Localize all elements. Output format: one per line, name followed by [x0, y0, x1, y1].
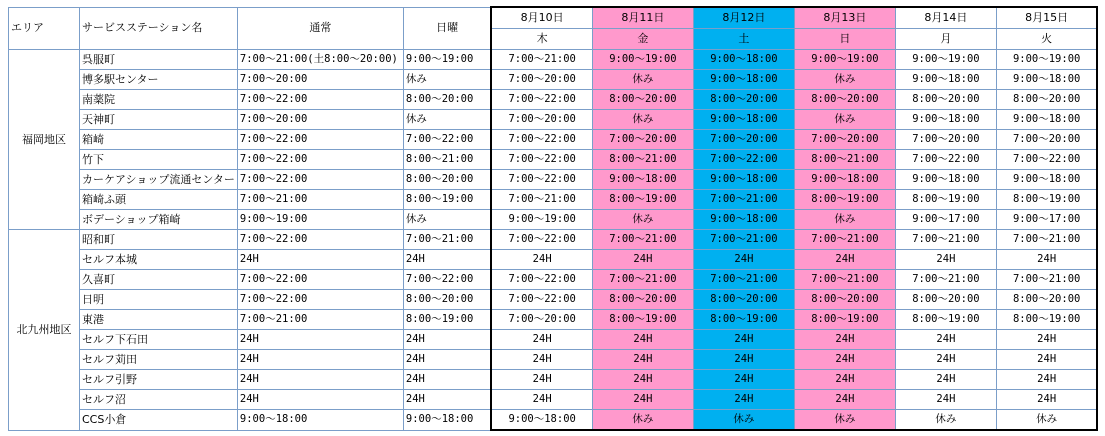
day-hours: 8:00～19:00	[592, 310, 693, 330]
day-hours: 24H	[996, 390, 1097, 410]
day-hours: 7:00～22:00	[996, 150, 1097, 170]
day-hours: 休み	[592, 110, 693, 130]
day-hours: 24H	[491, 250, 592, 270]
header-sunday: 日曜	[403, 7, 491, 50]
station-name: セルフ沼	[80, 390, 238, 410]
day-hours: 24H	[895, 370, 996, 390]
day-hours: 24H	[592, 250, 693, 270]
day-hours: 9:00～19:00	[895, 50, 996, 70]
day-hours: 7:00～20:00	[491, 70, 592, 90]
day-hours: 24H	[794, 370, 895, 390]
day-hours: 8:00～19:00	[794, 190, 895, 210]
day-hours: 7:00～21:00	[895, 230, 996, 250]
day-hours: 9:00～18:00	[693, 50, 794, 70]
day-hours: 休み	[592, 210, 693, 230]
normal-hours: 7:00～22:00	[237, 270, 403, 290]
day-hours: 24H	[491, 350, 592, 370]
day-hours: 休み	[592, 70, 693, 90]
table-row	[9, 150, 1098, 170]
area-name: 北九州地区	[9, 230, 80, 431]
day-hours: 9:00～18:00	[895, 170, 996, 190]
day-hours: 9:00～18:00	[895, 70, 996, 90]
table-row	[9, 250, 1098, 270]
header-date: 8月10日	[491, 7, 592, 29]
table-row	[9, 410, 1098, 431]
normal-hours: 7:00～22:00	[237, 150, 403, 170]
table-row	[9, 330, 1098, 350]
day-hours: 24H	[996, 330, 1097, 350]
day-hours: 7:00～22:00	[693, 150, 794, 170]
day-hours: 8:00～20:00	[693, 290, 794, 310]
day-hours: 24H	[491, 390, 592, 410]
sunday-hours: 24H	[403, 350, 491, 370]
sunday-hours: 7:00～21:00	[403, 230, 491, 250]
station-name: 日明	[80, 290, 238, 310]
table-row	[9, 110, 1098, 130]
day-hours: 9:00～18:00	[895, 110, 996, 130]
day-hours: 24H	[693, 370, 794, 390]
day-hours: 9:00～18:00	[693, 210, 794, 230]
day-hours: 24H	[693, 390, 794, 410]
day-hours: 7:00～21:00	[996, 230, 1097, 250]
normal-hours: 9:00～18:00	[237, 410, 403, 431]
day-hours: 24H	[693, 250, 794, 270]
day-hours: 9:00～19:00	[996, 50, 1097, 70]
day-hours: 7:00～22:00	[491, 90, 592, 110]
day-hours: 7:00～20:00	[491, 310, 592, 330]
day-hours: 8:00～19:00	[895, 310, 996, 330]
day-hours: 24H	[895, 390, 996, 410]
day-hours: 24H	[693, 350, 794, 370]
header-weekday: 金	[592, 29, 693, 50]
day-hours: 7:00～20:00	[693, 130, 794, 150]
normal-hours: 7:00～21:00	[237, 190, 403, 210]
sunday-hours: 24H	[403, 370, 491, 390]
day-hours: 7:00～20:00	[491, 110, 592, 130]
header-weekday: 土	[693, 29, 794, 50]
sunday-hours: 8:00～20:00	[403, 170, 491, 190]
day-hours: 9:00～19:00	[592, 50, 693, 70]
station-name: 東港	[80, 310, 238, 330]
day-hours: 7:00～22:00	[491, 290, 592, 310]
header-date: 8月15日	[996, 7, 1097, 29]
table-row	[9, 270, 1098, 290]
day-hours: 7:00～21:00	[592, 230, 693, 250]
day-hours: 24H	[996, 250, 1097, 270]
day-hours: 休み	[592, 410, 693, 431]
day-hours: 休み	[693, 410, 794, 431]
header-weekday: 火	[996, 29, 1097, 50]
day-hours: 24H	[491, 330, 592, 350]
day-hours: 24H	[794, 390, 895, 410]
day-hours: 7:00～21:00	[794, 270, 895, 290]
header-date: 8月14日	[895, 7, 996, 29]
day-hours: 9:00～18:00	[693, 70, 794, 90]
normal-hours: 24H	[237, 250, 403, 270]
sunday-hours: 8:00～21:00	[403, 150, 491, 170]
day-hours: 7:00～20:00	[592, 130, 693, 150]
table-row	[9, 130, 1098, 150]
table-row	[9, 50, 1098, 70]
day-hours: 9:00～17:00	[996, 210, 1097, 230]
normal-hours: 24H	[237, 390, 403, 410]
day-hours: 9:00～18:00	[996, 110, 1097, 130]
normal-hours: 7:00～22:00	[237, 130, 403, 150]
day-hours: 8:00～19:00	[996, 310, 1097, 330]
table-row	[9, 390, 1098, 410]
station-name: CCS小倉	[80, 410, 238, 431]
table-row	[9, 310, 1098, 330]
sunday-hours: 7:00～22:00	[403, 130, 491, 150]
normal-hours: 7:00～20:00	[237, 70, 403, 90]
day-hours: 24H	[996, 350, 1097, 370]
day-hours: 8:00～20:00	[895, 90, 996, 110]
sunday-hours: 7:00～22:00	[403, 270, 491, 290]
day-hours: 9:00～18:00	[794, 170, 895, 190]
normal-hours: 7:00～22:00	[237, 230, 403, 250]
day-hours: 24H	[592, 390, 693, 410]
day-hours: 8:00～20:00	[592, 290, 693, 310]
table-row	[9, 290, 1098, 310]
day-hours: 休み	[794, 70, 895, 90]
day-hours: 7:00～22:00	[491, 150, 592, 170]
day-hours: 9:00～19:00	[491, 210, 592, 230]
day-hours: 24H	[996, 370, 1097, 390]
sunday-hours: 8:00～19:00	[403, 310, 491, 330]
day-hours: 8:00～21:00	[794, 150, 895, 170]
sunday-hours: 休み	[403, 70, 491, 90]
day-hours: 8:00～20:00	[996, 90, 1097, 110]
day-hours: 7:00～21:00	[592, 270, 693, 290]
day-hours: 休み	[794, 110, 895, 130]
day-hours: 8:00～20:00	[794, 90, 895, 110]
day-hours: 8:00～20:00	[895, 290, 996, 310]
station-name: セルフ苅田	[80, 350, 238, 370]
station-name: 博多駅センター	[80, 70, 238, 90]
normal-hours: 7:00～21:00	[237, 310, 403, 330]
day-hours: 24H	[794, 330, 895, 350]
sunday-hours: 8:00～19:00	[403, 190, 491, 210]
day-hours: 7:00～22:00	[491, 130, 592, 150]
sunday-hours: 8:00～20:00	[403, 90, 491, 110]
day-hours: 9:00～18:00	[996, 170, 1097, 190]
day-hours: 8:00～19:00	[895, 190, 996, 210]
day-hours: 8:00～19:00	[996, 190, 1097, 210]
normal-hours: 24H	[237, 370, 403, 390]
day-hours: 7:00～20:00	[996, 130, 1097, 150]
table-row	[9, 70, 1098, 90]
day-hours: 8:00～20:00	[996, 290, 1097, 310]
normal-hours: 7:00～22:00	[237, 170, 403, 190]
day-hours: 24H	[693, 330, 794, 350]
day-hours: 7:00～21:00	[794, 230, 895, 250]
sunday-hours: 9:00～18:00	[403, 410, 491, 431]
header-date: 8月12日	[693, 7, 794, 29]
normal-hours: 9:00～19:00	[237, 210, 403, 230]
table-row	[9, 190, 1098, 210]
day-hours: 休み	[794, 410, 895, 431]
day-hours: 7:00～20:00	[794, 130, 895, 150]
day-hours: 7:00～22:00	[491, 230, 592, 250]
day-hours: 休み	[996, 410, 1097, 431]
day-hours: 7:00～22:00	[895, 150, 996, 170]
sunday-hours: 24H	[403, 250, 491, 270]
day-hours: 7:00～21:00	[996, 270, 1097, 290]
day-hours: 7:00～21:00	[693, 230, 794, 250]
header-date: 8月11日	[592, 7, 693, 29]
header-weekday: 月	[895, 29, 996, 50]
station-name: 呉服町	[80, 50, 238, 70]
day-hours: 8:00～19:00	[693, 310, 794, 330]
day-hours: 24H	[794, 350, 895, 370]
header-weekday: 日	[794, 29, 895, 50]
sunday-hours: 8:00～20:00	[403, 290, 491, 310]
day-hours: 24H	[592, 330, 693, 350]
day-hours: 9:00～18:00	[693, 110, 794, 130]
table-row	[9, 210, 1098, 230]
day-hours: 24H	[895, 350, 996, 370]
header-weekday: 木	[491, 29, 592, 50]
normal-hours: 24H	[237, 350, 403, 370]
day-hours: 9:00～18:00	[996, 70, 1097, 90]
area-name: 福岡地区	[9, 50, 80, 230]
normal-hours: 24H	[237, 330, 403, 350]
day-hours: 休み	[794, 210, 895, 230]
station-name: セルフ下石田	[80, 330, 238, 350]
day-hours: 7:00～21:00	[491, 190, 592, 210]
day-hours: 7:00～21:00	[491, 50, 592, 70]
day-hours: 24H	[592, 350, 693, 370]
day-hours: 9:00～19:00	[794, 50, 895, 70]
day-hours: 24H	[794, 250, 895, 270]
sunday-hours: 24H	[403, 390, 491, 410]
day-hours: 8:00～21:00	[592, 150, 693, 170]
day-hours: 7:00～21:00	[693, 190, 794, 210]
day-hours: 24H	[491, 370, 592, 390]
table-row	[9, 350, 1098, 370]
day-hours: 7:00～22:00	[491, 170, 592, 190]
station-name: 箱崎ふ頭	[80, 190, 238, 210]
schedule-table	[8, 6, 1098, 431]
station-name: セルフ本城	[80, 250, 238, 270]
station-name: 天神町	[80, 110, 238, 130]
normal-hours: 7:00～20:00	[237, 110, 403, 130]
day-hours: 9:00～18:00	[592, 170, 693, 190]
header-row-dates	[9, 7, 1098, 29]
station-name: 久喜町	[80, 270, 238, 290]
station-name: 箱崎	[80, 130, 238, 150]
day-hours: 8:00～19:00	[592, 190, 693, 210]
day-hours: 休み	[895, 410, 996, 431]
day-hours: 24H	[895, 250, 996, 270]
day-hours: 24H	[592, 370, 693, 390]
day-hours: 9:00～17:00	[895, 210, 996, 230]
station-name: セルフ引野	[80, 370, 238, 390]
day-hours: 7:00～20:00	[895, 130, 996, 150]
sunday-hours: 休み	[403, 110, 491, 130]
header-normal: 通常	[237, 7, 403, 50]
day-hours: 7:00～21:00	[895, 270, 996, 290]
normal-hours: 7:00～22:00	[237, 290, 403, 310]
day-hours: 8:00～19:00	[794, 310, 895, 330]
station-name: ボデーショップ箱崎	[80, 210, 238, 230]
day-hours: 8:00～20:00	[592, 90, 693, 110]
table-row	[9, 90, 1098, 110]
sunday-hours: 9:00～19:00	[403, 50, 491, 70]
station-name: カーケアショップ流通センター	[80, 170, 238, 190]
table-row	[9, 230, 1098, 250]
table-row	[9, 170, 1098, 190]
header-station: サービスステーション名	[80, 7, 238, 50]
normal-hours: 7:00～22:00	[237, 90, 403, 110]
day-hours: 24H	[895, 330, 996, 350]
day-hours: 7:00～21:00	[693, 270, 794, 290]
normal-hours: 7:00～21:00(土8:00～20:00)	[237, 50, 403, 70]
sunday-hours: 休み	[403, 210, 491, 230]
table-row	[9, 370, 1098, 390]
header-date: 8月13日	[794, 7, 895, 29]
station-name: 昭和町	[80, 230, 238, 250]
station-name: 竹下	[80, 150, 238, 170]
day-hours: 9:00～18:00	[491, 410, 592, 431]
day-hours: 8:00～20:00	[794, 290, 895, 310]
day-hours: 7:00～22:00	[491, 270, 592, 290]
day-hours: 8:00～20:00	[693, 90, 794, 110]
station-name: 南薬院	[80, 90, 238, 110]
sunday-hours: 24H	[403, 330, 491, 350]
header-area: エリア	[9, 7, 80, 50]
day-hours: 9:00～18:00	[693, 170, 794, 190]
